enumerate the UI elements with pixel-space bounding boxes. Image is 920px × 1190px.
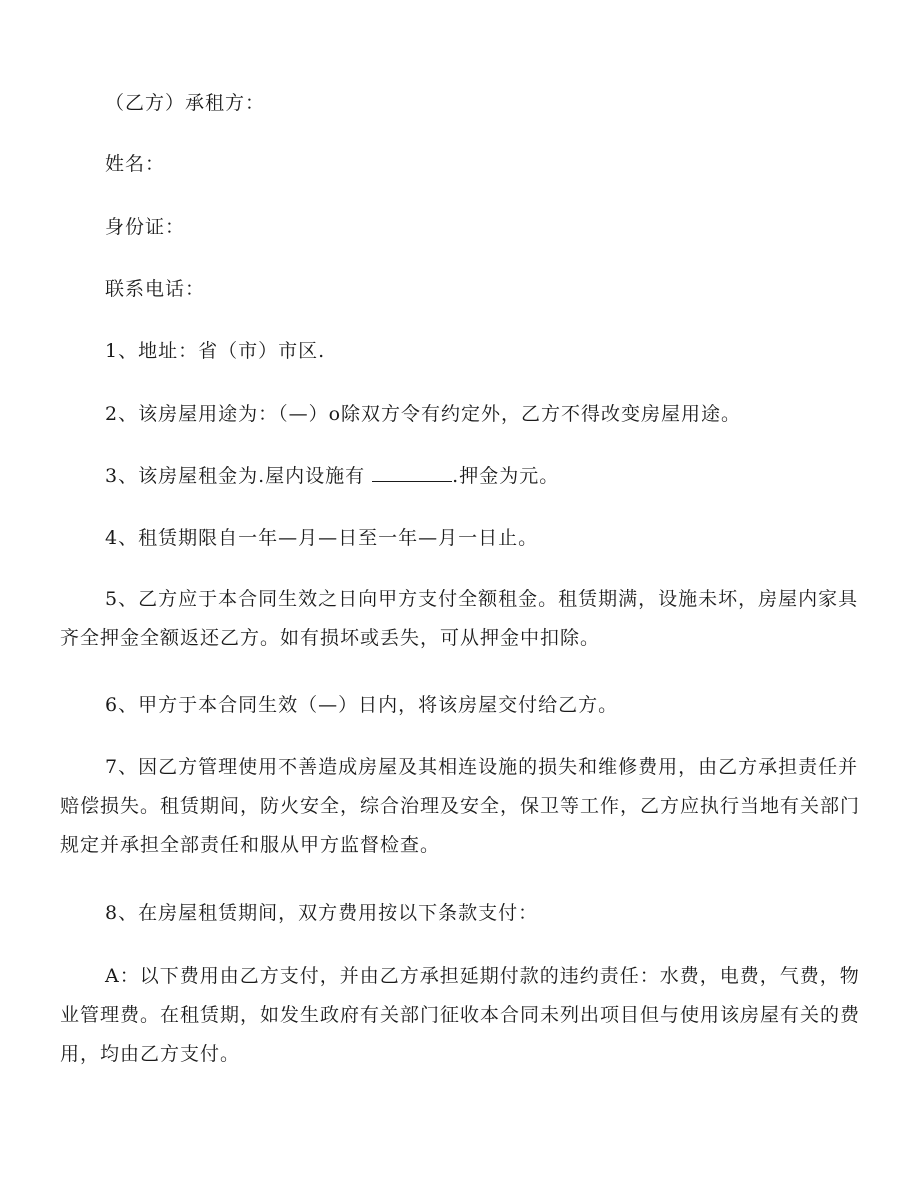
clause-3-text-after: .押金为元。 <box>452 465 560 487</box>
clause-7-liability: 7、因乙方管理使用不善造成房屋及其相连设施的损失和维修费用，由乙方承担责任并赔偿损失。租赁期间，防火安全，综合治理及安全，保卫等工作，乙方应执行当地有关部门规定并承担全部责任和服从甲方监督检查。 <box>60 756 861 856</box>
clause-2-usage: 2、该房屋用途为：（—）o除双方令有约定外，乙方不得改变房屋用途。 <box>105 403 742 425</box>
id-card-label: 身份证： <box>105 216 186 238</box>
phone-label: 联系电话： <box>105 278 206 300</box>
facilities-blank-line <box>372 465 452 482</box>
clause-6-delivery: 6、甲方于本合同生效（—）日内，将该房屋交付给乙方。 <box>105 694 619 716</box>
name-label: 姓名： <box>105 153 166 175</box>
clause-3-text-before: 3、该房屋租金为.屋内设施有 <box>105 465 373 487</box>
clause-4-term: 4、租赁期限自一年—月—日至一年—月一日止。 <box>105 527 539 549</box>
clause-8-fees: 8、在房屋租赁期间，双方费用按以下条款支付： <box>105 902 539 924</box>
lessee-heading: （乙方）承租方： <box>105 92 266 114</box>
clause-1-address: 1、地址：省（市）市区. <box>105 340 326 362</box>
clause-8a-lessee-fees: A：以下费用由乙方支付，并由乙方承担延期付款的违约责任：水费，电费，气费，物业管理费。在租赁期，如发生政府有关部门征收本合同未列出项目但与使用该房屋有关的费用，均由乙方支付。 <box>60 965 861 1065</box>
clause-3-rent <box>60 457 860 496</box>
clause-5-payment: 5、乙方应于本合同生效之日向甲方支付全额租金。租赁期满，设施未坏，房屋内家具齐全押金全额返还乙方。如有损坏或丢失，可从押金中扣除。 <box>60 588 859 649</box>
